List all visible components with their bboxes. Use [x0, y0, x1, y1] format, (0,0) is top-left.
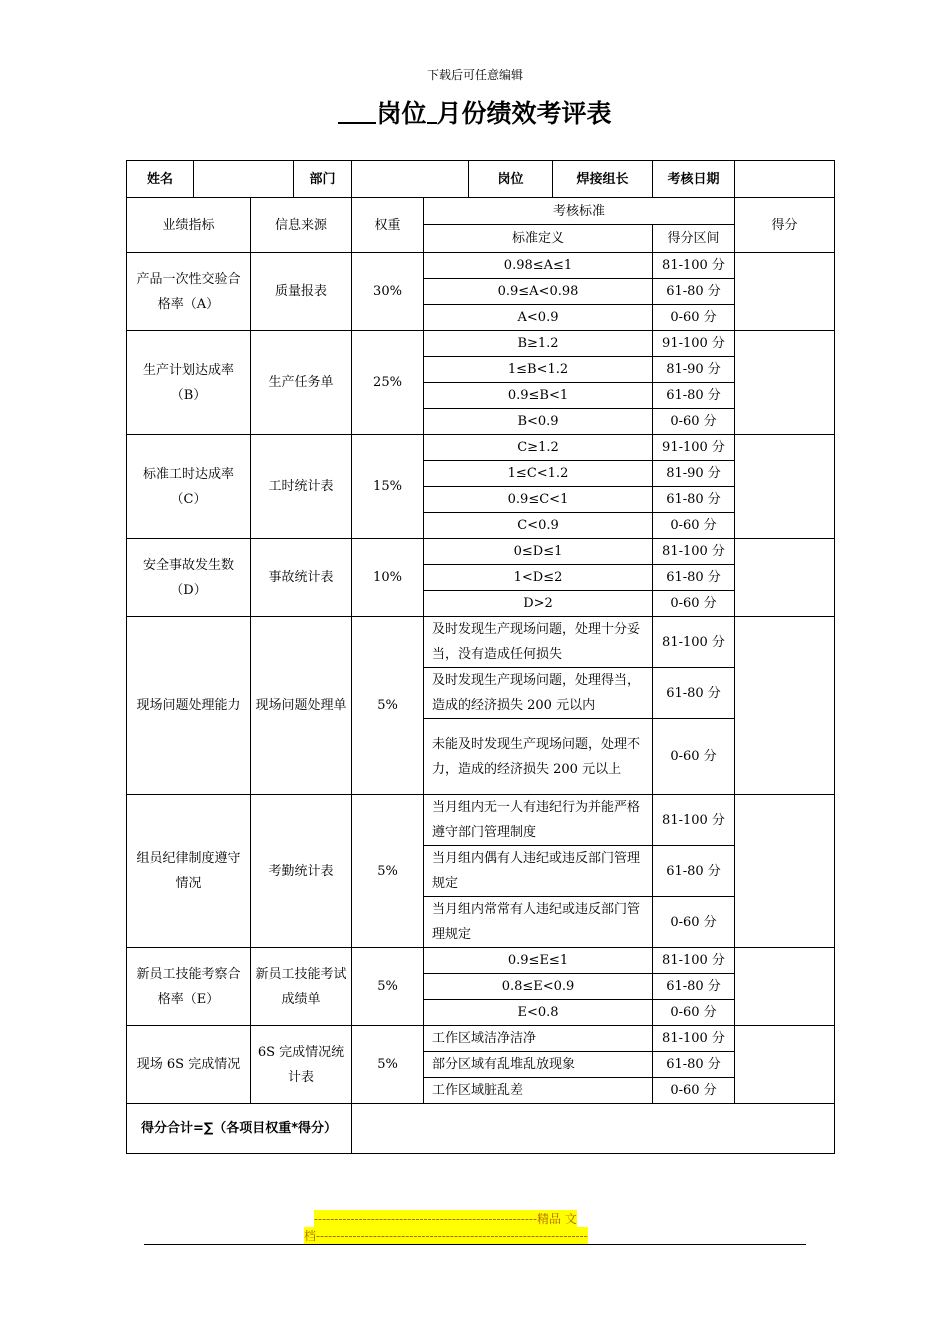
definition-cell: 工作区域洁净洁净 [424, 1026, 653, 1052]
kpi-cell: 标准工时达成率（C） [127, 435, 251, 539]
footer-line-1: -------------------------------------------------------精品 文 [314, 1212, 577, 1226]
col-definition: 标准定义 [424, 225, 653, 253]
indicator-row [127, 617, 835, 668]
dept-field[interactable] [352, 161, 469, 198]
range-cell: 0-60 分 [653, 719, 735, 795]
date-label: 考核日期 [653, 161, 735, 198]
score-field[interactable] [735, 795, 835, 948]
source-cell: 现场问题处理单 [251, 617, 352, 795]
range-cell: 81-100 分 [653, 539, 735, 565]
definition-cell: E<0.8 [424, 1000, 653, 1026]
definition-cell: A<0.9 [424, 305, 653, 331]
score-field[interactable] [735, 435, 835, 539]
title-part-2: 月份绩效考评表 [436, 99, 612, 128]
weight-cell: 30% [352, 253, 424, 331]
definition-cell: 0.9≤B<1 [424, 383, 653, 409]
column-header-row [127, 198, 835, 225]
source-cell: 生产任务单 [251, 331, 352, 435]
dept-label: 部门 [294, 161, 352, 198]
title-blank-2 [427, 100, 437, 124]
source-cell: 质量报表 [251, 253, 352, 331]
footer-line-2: 档------------------------------------------------------------------- [304, 1229, 588, 1243]
range-cell: 0-60 分 [653, 591, 735, 617]
footer-rule [144, 1244, 806, 1245]
weight-cell: 10% [352, 539, 424, 617]
definition-cell: 0≤D≤1 [424, 539, 653, 565]
indicator-row [127, 948, 835, 974]
kpi-cell: 现场问题处理能力 [127, 617, 251, 795]
score-field[interactable] [735, 617, 835, 795]
indicator-row [127, 539, 835, 565]
definition-cell: C≥1.2 [424, 435, 653, 461]
indicator-row [127, 435, 835, 461]
total-field[interactable] [352, 1104, 835, 1154]
date-field[interactable] [735, 161, 835, 198]
score-field[interactable] [735, 331, 835, 435]
name-field[interactable] [194, 161, 294, 198]
definition-cell: C<0.9 [424, 513, 653, 539]
score-field[interactable] [735, 253, 835, 331]
definition-cell: 0.9≤E≤1 [424, 948, 653, 974]
range-cell: 81-100 分 [653, 617, 735, 668]
kpi-cell: 组员纪律制度遵守情况 [127, 795, 251, 948]
range-cell: 81-100 分 [653, 253, 735, 279]
definition-cell: 及时发现生产现场问题，处理十分妥当，没有造成任何损失 [424, 617, 653, 668]
col-kpi: 业绩指标 [127, 198, 251, 253]
source-cell: 工时统计表 [251, 435, 352, 539]
col-range: 得分区间 [653, 225, 735, 253]
total-label: 得分合计=∑（各项目权重*得分） [127, 1104, 352, 1154]
definition-cell: 0.9≤A<0.98 [424, 279, 653, 305]
page-title [0, 94, 950, 130]
source-cell: 事故统计表 [251, 539, 352, 617]
range-cell: 61-80 分 [653, 565, 735, 591]
info-row [127, 161, 835, 198]
weight-cell: 15% [352, 435, 424, 539]
weight-cell: 5% [352, 948, 424, 1026]
definition-cell: B≥1.2 [424, 331, 653, 357]
range-cell: 81-100 分 [653, 948, 735, 974]
definition-cell: 0.9≤C<1 [424, 487, 653, 513]
definition-cell: D>2 [424, 591, 653, 617]
kpi-cell: 生产计划达成率（B） [127, 331, 251, 435]
definition-cell: 0.8≤E<0.9 [424, 974, 653, 1000]
evaluation-table [126, 160, 835, 1154]
post-value: 焊接组长 [553, 161, 653, 198]
kpi-cell: 新员工技能考察合格率（E） [127, 948, 251, 1026]
range-cell: 81-90 分 [653, 461, 735, 487]
score-field[interactable] [735, 539, 835, 617]
range-cell: 0-60 分 [653, 513, 735, 539]
range-cell: 61-80 分 [653, 279, 735, 305]
col-source: 信息来源 [251, 198, 352, 253]
kpi-cell: 产品一次性交验合格率（A） [127, 253, 251, 331]
post-label: 岗位 [469, 161, 553, 198]
total-row [127, 1104, 835, 1154]
range-cell: 0-60 分 [653, 897, 735, 948]
title-part-1: 岗位 [376, 99, 427, 128]
range-cell: 81-90 分 [653, 357, 735, 383]
definition-cell: 1≤B<1.2 [424, 357, 653, 383]
score-field[interactable] [735, 948, 835, 1026]
score-field[interactable] [735, 1026, 835, 1104]
definition-cell: 工作区域脏乱差 [424, 1078, 653, 1104]
range-cell: 61-80 分 [653, 846, 735, 897]
indicator-row [127, 795, 835, 846]
definition-cell: 及时发现生产现场问题，处理得当，造成的经济损失 200 元以内 [424, 668, 653, 719]
source-cell: 新员工技能考试成绩单 [251, 948, 352, 1026]
source-cell: 6S 完成情况统计表 [251, 1026, 352, 1104]
definition-cell: 1≤C<1.2 [424, 461, 653, 487]
range-cell: 0-60 分 [653, 1000, 735, 1026]
range-cell: 81-100 分 [653, 795, 735, 846]
title-blank-1 [338, 100, 376, 124]
col-score: 得分 [735, 198, 835, 253]
range-cell: 61-80 分 [653, 1052, 735, 1078]
definition-cell: 当月组内无一人有违纪行为并能严格遵守部门管理制度 [424, 795, 653, 846]
weight-cell: 5% [352, 795, 424, 948]
range-cell: 0-60 分 [653, 1078, 735, 1104]
indicator-row [127, 1026, 835, 1052]
range-cell: 61-80 分 [653, 383, 735, 409]
indicator-row [127, 253, 835, 279]
definition-cell: B<0.9 [424, 409, 653, 435]
col-standard: 考核标准 [424, 198, 735, 225]
definition-cell: 未能及时发现生产现场问题，处理不力，造成的经济损失 200 元以上 [424, 719, 653, 795]
kpi-cell: 安全事故发生数（D） [127, 539, 251, 617]
definition-cell: 部分区域有乱堆乱放现象 [424, 1052, 653, 1078]
definition-cell: 当月组内常常有人违纪或违反部门管理规定 [424, 897, 653, 948]
col-weight: 权重 [352, 198, 424, 253]
range-cell: 61-80 分 [653, 974, 735, 1000]
source-cell: 考勤统计表 [251, 795, 352, 948]
indicator-row [127, 331, 835, 357]
weight-cell: 5% [352, 1026, 424, 1104]
range-cell: 91-100 分 [653, 435, 735, 461]
definition-cell: 当月组内偶有人违纪或违反部门管理规定 [424, 846, 653, 897]
range-cell: 0-60 分 [653, 305, 735, 331]
kpi-cell: 现场 6S 完成情况 [127, 1026, 251, 1104]
definition-cell: 1<D≤2 [424, 565, 653, 591]
range-cell: 61-80 分 [653, 668, 735, 719]
weight-cell: 25% [352, 331, 424, 435]
name-label: 姓名 [127, 161, 194, 198]
weight-cell: 5% [352, 617, 424, 795]
definition-cell: 0.98≤A≤1 [424, 253, 653, 279]
range-cell: 91-100 分 [653, 331, 735, 357]
top-note: 下载后可任意编辑 [426, 68, 523, 82]
range-cell: 81-100 分 [653, 1026, 735, 1052]
range-cell: 61-80 分 [653, 487, 735, 513]
range-cell: 0-60 分 [653, 409, 735, 435]
